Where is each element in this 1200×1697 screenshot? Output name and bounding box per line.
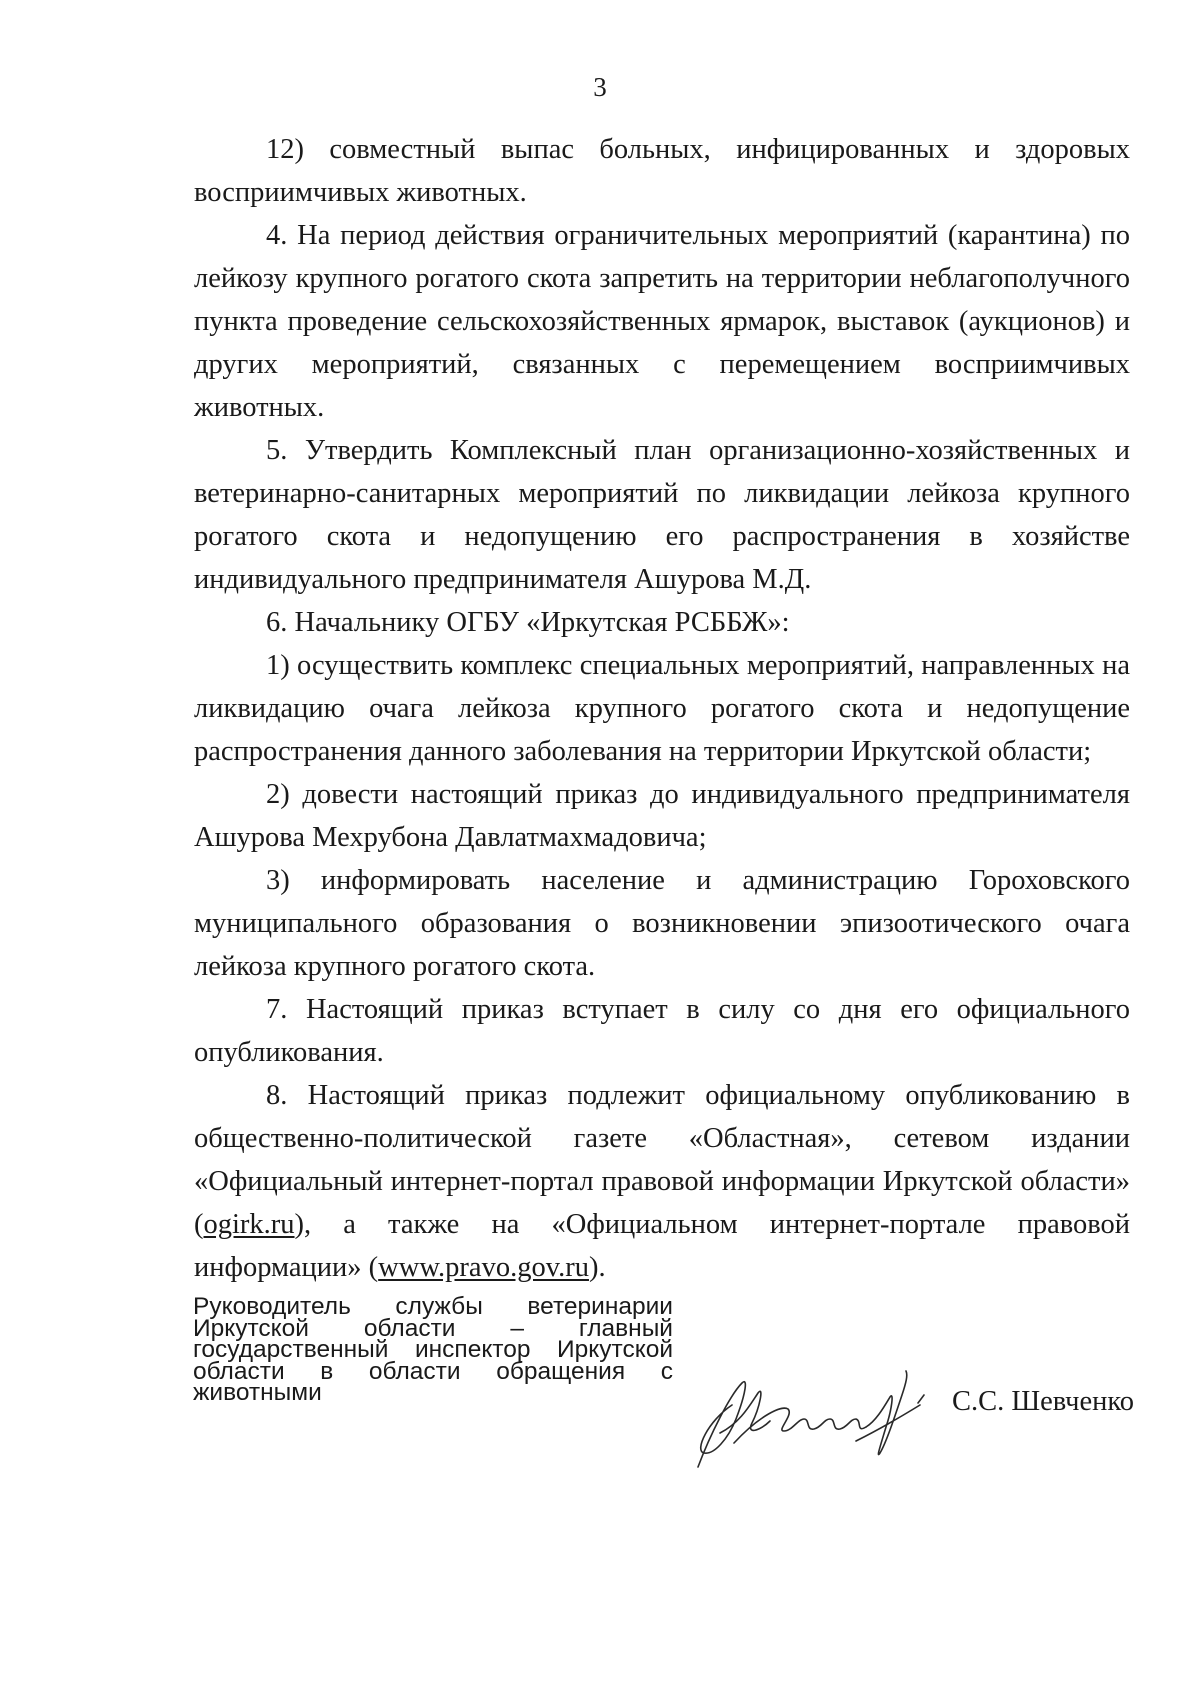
- paragraph-8-text-middle: ), а также на «Официальном интернет-портале правовой информации» (: [194, 1209, 1130, 1283]
- paragraph-8-publication: [194, 1074, 1130, 1289]
- ogirk-link[interactable]: ogirk.ru: [203, 1209, 295, 1240]
- paragraph-12-joint-grazing: 12) совместный выпас больных, инфицированных и здоровых восприимчивых животных.: [194, 134, 1130, 208]
- signer-name: С.С. Шевченко: [952, 1386, 1135, 1417]
- paragraph-8-text-end: ).: [588, 1252, 606, 1283]
- signer-position-title: Руководитель службы ветеринарии Иркутской области – главный государственный инспектор Иркутской области в области обращения с животными: [193, 1293, 673, 1406]
- page-number: 3: [593, 72, 607, 102]
- paragraph-6-head-of-station: 6. Начальнику ОГБУ «Иркутская РСББЖ»:: [266, 607, 790, 638]
- paragraph-7-effective-date: 7. Настоящий приказ вступает в силу со дня его официального опубликования.: [194, 994, 1130, 1068]
- subparagraph-1-measures: 1) осуществить комплекс специальных мероприятий, направленных на ликвидацию очага лейкоза крупного рогатого скота и недопущение распространения данного заболевания на территории Иркутской области;: [194, 650, 1130, 767]
- document-body: [194, 128, 1130, 1289]
- paragraph-5-approve-plan: 5. Утвердить Комплексный план организационно-хозяйственных и ветеринарно-санитарных мероприятий по ликвидации лейкоза крупного рогатого скота и недопущению его распространения в хозяйстве индивидуального предпринимателя Ашурова М.Д.: [194, 435, 1130, 595]
- paragraph-4-restrictions: 4. На период действия ограничительных мероприятий (карантина) по лейкозу крупного рогатого скота запретить на территории неблагополучного пункта проведение сельскохозяйственных ярмарок, выставок (аукционов) и других мероприятий, связанных с перемещением восприимчивых животных.: [194, 220, 1130, 423]
- handwritten-signature: [680, 1335, 950, 1475]
- subparagraph-3-inform: 3) информировать население и администрацию Гороховского муниципального образования о возникновении эпизоотического очага лейкоза крупного рогатого скота.: [194, 865, 1130, 982]
- subparagraph-2-deliver-order: 2) довести настоящий приказ до индивидуального предпринимателя Ашурова Мехрубона Давлатмахмадовича;: [194, 779, 1130, 853]
- paragraph-8-text-start: 8. Настоящий приказ подлежит официальному опубликованию в общественно-политической газете «Областная», сетевом издании «Официальный интернет-портал правовой информации Иркутской области» (: [194, 1080, 1130, 1240]
- pravo-gov-link[interactable]: www.pravo.gov.ru: [378, 1252, 589, 1283]
